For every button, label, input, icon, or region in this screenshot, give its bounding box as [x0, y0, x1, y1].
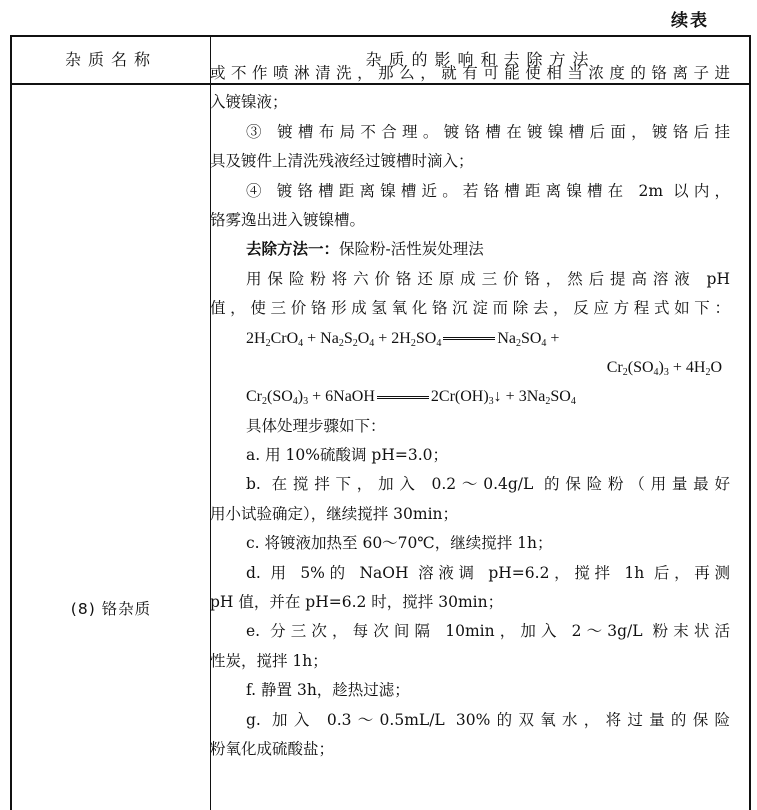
step-e: e. 分三次，每次间隔 10min，加入 2～3g/L 粉末状活 — [246, 622, 730, 641]
continued-label: 续表 — [671, 11, 709, 31]
method-name: 保险粉-活性炭处理法 — [339, 240, 484, 259]
step-g-cont: 粉氧化成硫酸盐； — [210, 739, 335, 758]
text-line: 值，使三价铬形成氢氧化铬沉淀而除去，反应方程式如下： — [210, 299, 730, 318]
equation-2: $Cr_2(SO_4)_3$ + 6NaOH $2Cr(OH)_3↓ + 3Na_2SO_4$ — [246, 388, 576, 408]
text-line: 铬雾逸出进入镀镍槽。 — [210, 210, 366, 229]
method-heading — [210, 235, 730, 264]
step-b-cont: 用小试验确定），继续搅拌 30min； — [210, 504, 459, 523]
step-e-cont: 性炭，搅拌 1h； — [210, 651, 328, 670]
effect-removal-cell — [210, 59, 730, 764]
step-f: f. 静置 3h，趁热过滤； — [246, 681, 410, 700]
step-g: g. 加入 0.3～0.5mL/L 30%的双氧水，将过量的保险 — [246, 710, 730, 729]
text-line: 入镀镍液； — [210, 93, 288, 112]
header-impurity-name: 杂质名称 — [64, 50, 157, 69]
text-line: 具体处理步骤如下： — [246, 416, 386, 435]
text-line: ③ 镀槽布局不合理。镀铬槽在镀镍槽后面，镀铬后挂 — [246, 122, 730, 141]
text-line: ④ 镀铬槽距离镍槽近。若铬槽距离镍槽在 2m 以内， — [246, 181, 730, 200]
step-d: d. 用 5%的 NaOH 溶液调 pH=6.2，搅拌 1h 后，再测 — [246, 563, 730, 582]
text-line: 具及镀件上清洗残液经过镀槽时滴入； — [210, 152, 474, 171]
header-effect-and-removal: 杂质的影响和去除方法 — [365, 50, 596, 69]
step-a: a. 用 10%硫酸调 pH=3.0； — [246, 446, 448, 465]
text-line: 用保险粉将六价铬还原成三价铬，然后提高溶液 pH — [246, 269, 730, 288]
step-d-cont: pH 值，并在 pH=6.2 时，搅拌 30min； — [210, 593, 504, 612]
continued-label-row — [0, 6, 757, 32]
step-c: c. 将镀液加热至 60～70℃，继续搅拌 1h； — [246, 534, 553, 553]
equation-1-line-2: $Cr_2(SO_4)_3 + 4H_2O$ — [606, 358, 730, 378]
method-title: 去除方法一： — [246, 240, 340, 259]
text-line: 或不作喷淋清洗，那么，就有可能使相当浓度的铬离子进 — [210, 64, 730, 82]
step-b: b. 在搅拌下，加入 0.2～0.4g/L 的保险粉（用量最好 — [246, 475, 730, 494]
impurity-name-cell: (8) 铬杂质 — [70, 600, 152, 618]
equation-1-line-1: $2H_2CrO_4 + Na_2S_2O_4 + 2H_2SO_4$ $Na_2SO_4$ + — [246, 329, 560, 349]
